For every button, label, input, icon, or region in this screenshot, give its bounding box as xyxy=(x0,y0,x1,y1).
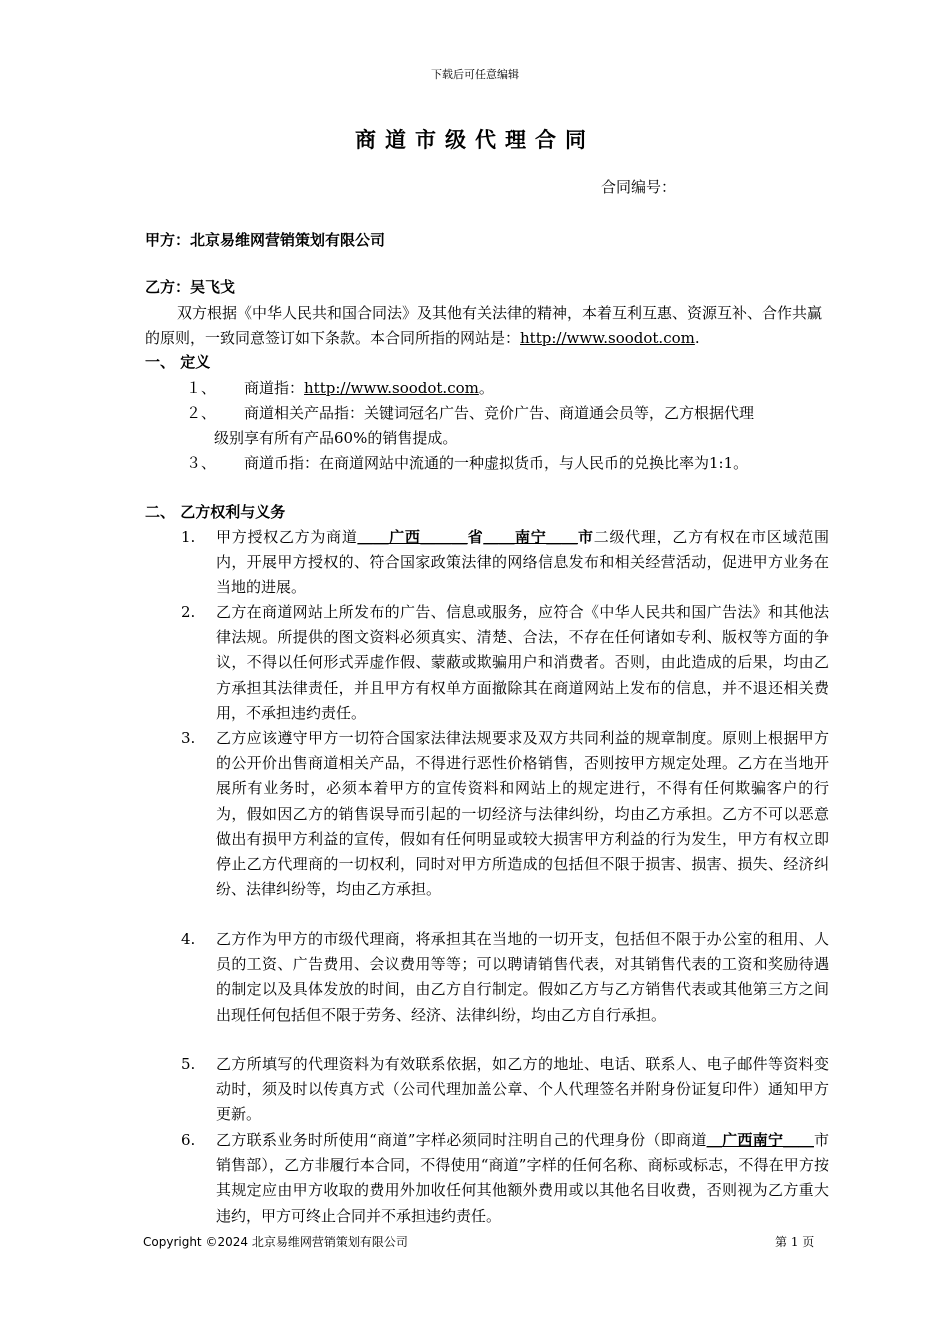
clause-number: 6. xyxy=(181,1131,196,1149)
province-field: ＿＿广西＿＿＿ xyxy=(357,528,468,546)
definition-item xyxy=(186,451,826,476)
definition-number: ２、 xyxy=(186,404,217,422)
clause-item xyxy=(181,1052,829,1128)
clause-item xyxy=(181,600,829,726)
party-a: 甲方：北京易维网营销策划有限公司 xyxy=(145,231,386,249)
definition-number: １、 xyxy=(186,379,217,397)
intro-text: 双方根据《中华人民共和国合同法》及其他有关法律的精神，本着互利互惠、资源互补、合作共赢的原则，一致同意签订如下条款。本合同所指的网站是： xyxy=(145,304,823,347)
clause-number: 5. xyxy=(181,1055,196,1073)
clause-item xyxy=(181,525,829,601)
header-note: 下载后可任意编辑 xyxy=(431,68,519,81)
clause-item xyxy=(181,1128,829,1229)
clause-text: 乙方应该遵守甲方一切符合国家法律法规要求及双方共同利益的规章制度。原则上根据甲方的公开价出售商道相关产品，不得进行恶性价格销售，否则按甲方规定处理。乙方在当地开展所有业务时，必须本着甲方的宣传资料和网站上的规定进行，不得有任何欺骗客户的行为，假如因乙方的销售误导而引起的一切经济与法律纠纷，均由乙方承担。乙方不可以恶意做出有损甲方利益的宣传，假如有任何明显或较大损害甲方利益的行为发生，甲方有权立即停止乙方代理商的一切权利，同时对甲方所造成的包括但不限于损害、损害、损失、经济纠纷、法律纠纷等，均由乙方承担。 xyxy=(216,729,829,899)
clause-number: 2. xyxy=(181,603,196,621)
clause-number: 1. xyxy=(181,528,196,546)
clause-number: 3. xyxy=(181,729,196,747)
clause-text: 乙方作为甲方的市级代理商，将承担其在当地的一切开支，包括但不限于办公室的租用、人员的工资、广告费用、会议费用等等；可以聘请销售代表，对其销售代表的工资和奖励待遇的制定以及具体发放的时间，由乙方自行制定。假如乙方与乙方销售代表或其他第三方之间出现任何包括但不限于劳务、经济、法律纠纷，均由乙方自行承担。 xyxy=(216,930,829,1024)
agent-identity-field: ＿广西南宁＿＿ xyxy=(706,1131,814,1149)
website-link[interactable]: http://www.soodot.com xyxy=(520,329,695,347)
clause-item xyxy=(181,927,829,1028)
definition-number: ３、 xyxy=(186,454,217,472)
clause-item xyxy=(181,726,829,902)
intro-end: . xyxy=(694,329,700,347)
section-1-heading: 一、 定义 xyxy=(145,353,211,371)
definition-text: 商道币指：在商道网站中流通的一种虚拟货币，与人民币的兑换比率为1:1。 xyxy=(244,454,749,472)
intro-paragraph xyxy=(145,301,825,351)
definition-text: 商道相关产品指：关键词冠名广告、竞价广告、商道通会员等，乙方根据代理 xyxy=(244,404,755,422)
footer-company: 北京易维网营销策划有限公司 xyxy=(248,1235,408,1249)
section-2-heading: 二、 乙方权利与义务 xyxy=(145,503,286,521)
definition-item xyxy=(186,401,826,451)
party-b: 乙方：吴飞戈 xyxy=(145,278,236,296)
clause-text: 乙方联系业务时所使用“商道”字样必须同时注明自己的代理身份（即商道＿广西南宁＿＿市销售部），乙方非履行本合同，不得使用“商道”字样的任何名称、商标或标志，不得在甲方按其规定应由甲方收取的费用外加收任何其他额外费用或以其他名目收费，否则视为乙方重大违约，甲方可终止合同并不承担违约责任。 xyxy=(216,1131,829,1225)
footer-copyright: Copyright ©2024 北京易维网营销策划有限公司 xyxy=(143,1235,408,1249)
clause-text: 乙方所填写的代理资料为有效联系依据，如乙方的地址、电话、联系人、电子邮件等资料变动时，须及时以传真方式（公司代理加盖公章、个人代理签名并附身份证复印件）通知甲方更新。 xyxy=(216,1055,829,1124)
footer-page-number: 第 1 页 xyxy=(775,1235,815,1249)
definition-item xyxy=(186,376,826,401)
definition-text-continued: 级别享有所有产品60%的销售提成。 xyxy=(214,429,458,447)
clause-text: 甲方授权乙方为商道＿＿广西＿＿＿省＿＿南宁＿＿市二级代理，乙方有权在市区域范围内，开展甲方授权的、符合国家政策法律的网络信息发布和相关经营活动，促进甲方业务在当地的进展。 xyxy=(216,528,829,597)
clause-number: 4. xyxy=(181,930,196,948)
city-field: ＿＿南宁＿＿ xyxy=(483,528,578,546)
contract-number-label: 合同编号： xyxy=(601,178,677,196)
definition-text: 商道指：http://www.soodot.com。 xyxy=(244,379,494,397)
website-link[interactable]: http://www.soodot.com xyxy=(304,379,479,397)
page-title: 商道市级代理合同 xyxy=(355,127,595,152)
clause-text: 乙方在商道网站上所发布的广告、信息或服务，应符合《中华人民共和国广告法》和其他法律法规。所提供的图文资料必须真实、清楚、合法，不存在任何诸如专利、版权等方面的争议，不得以任何形式弄虚作假、蒙蔽或欺骗用户和消费者。否则，由此造成的后果，均由乙方承担其法律责任，并且甲方有权单方面撤除其在商道网站上发布的信息，并不退还相关费用，不承担违约责任。 xyxy=(216,603,829,722)
